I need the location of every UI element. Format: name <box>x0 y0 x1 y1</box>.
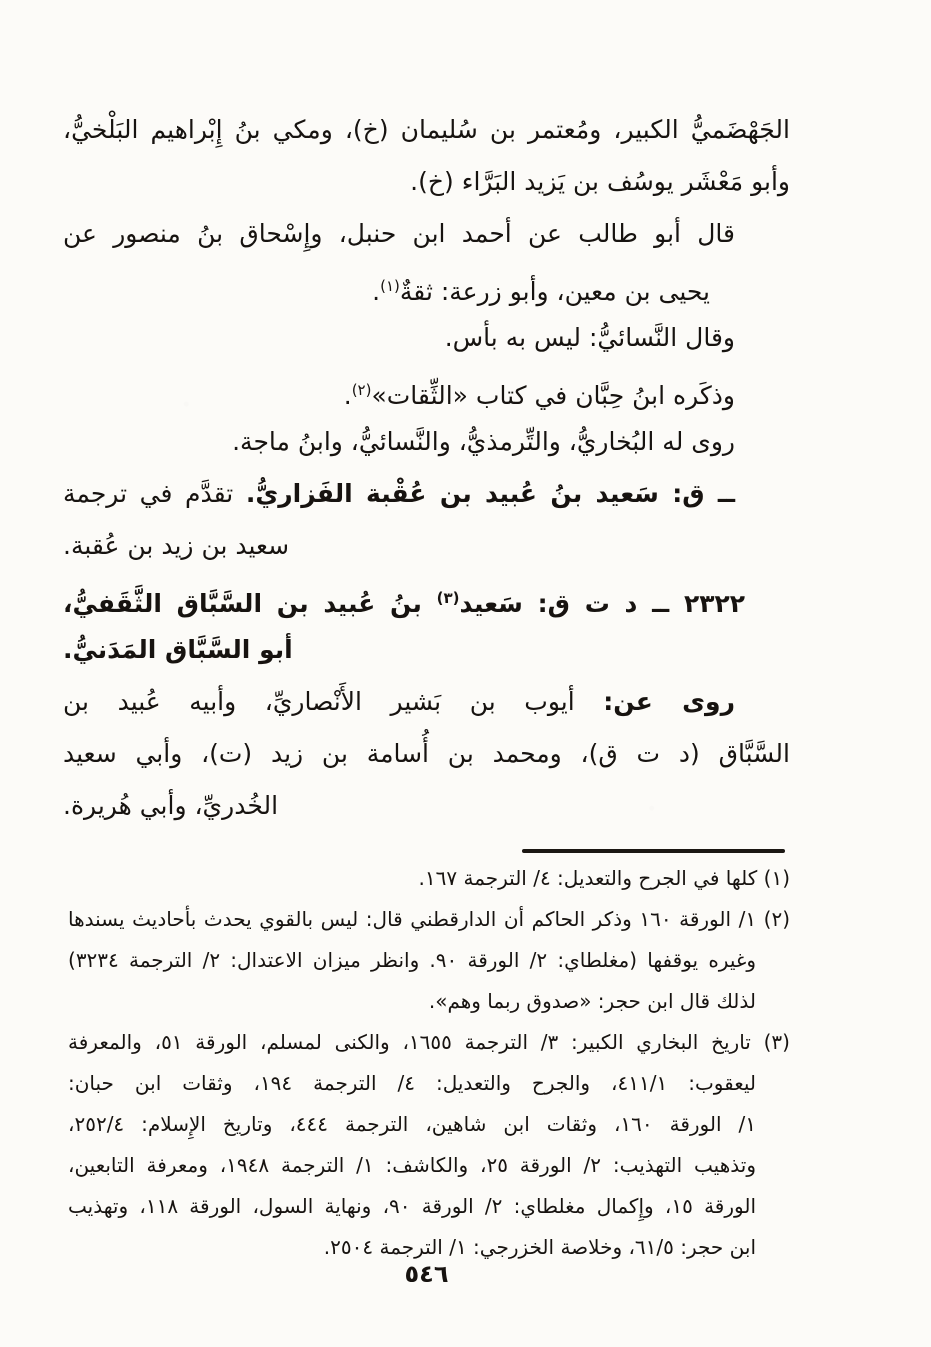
footnote-line footnote-3: الورقة ١٥، وإِكمال مغلطاي: ٢/ الورقة ٩٠، ونهاية السول، الورقة ١١٨، وتهذيب <box>68 1194 756 1218</box>
footnote-line footnote-2: وغيره يوقفها (مغلطاي: ٢/ الورقة ٩٠. وانظر ميزان الاعتدال: ٢/ الترجمة ٣٢٣٤) <box>68 948 756 972</box>
footnote-line footnote-3: وتذهيب التهذيب: ٢/ الورقة ٢٥، والكاشف: ١/ الترجمة ١٩٤٨، ومعرفة التابعين، <box>68 1153 756 1177</box>
entry-name: بنُ عُبيد بن السَّبَّاق الثَّقَفيُّ، <box>63 589 422 618</box>
footnote-ref-1: (١) <box>380 277 400 295</box>
main-text-line: وقال النَّسائيُّ: ليس به بأس. <box>444 323 735 352</box>
main-text-line: سعيد بن زيد بن عُقبة. <box>63 531 290 560</box>
main-text-line: روى له البُخاريُّ، والتِّرمذيُّ، والنَّسائيُّ، وابنُ ماجة. <box>232 427 735 456</box>
main-text-line entry-line: أبو السَّبَّاق المَدَنيُّ. <box>63 635 293 664</box>
main-text-line: السَّبَّاق (د ت ق)، ومحمد بن أُسامة بن زيد (ت)، وأبي سعيد <box>63 739 790 768</box>
main-text-block <box>63 104 790 832</box>
footnote-line footnote-3: ابن حجر: ٦١/٥، وخلاصة الخزرجي: ١/ الترجمة ٢٥٠٤. <box>323 1235 756 1259</box>
main-text-line: الخُدريِّ، وأبي هُريرة. <box>63 791 279 820</box>
entry-name: ــ ق: سَعيد بنُ عُبيد بن عُقْبة الفَزاريُّ. <box>245 479 736 508</box>
main-text-line: الجَهْضَميُّ الكبير، ومُعتمر بن سُليمان (خ)، ومكي بنُ إِبْراهيم البَلْخيُّ، <box>63 115 790 144</box>
lead-in-label: روى عن: <box>603 687 735 716</box>
footnote-line footnote-2: (٢) ١/ الورقة ١٦٠ وذكر الحاكم أن الدارقطني قال: ليس بالقوي يحدث بأحاديث يسندها <box>68 907 790 931</box>
line-text: تقدَّم في ترجمة <box>63 479 234 508</box>
main-text-line: قال أبو طالب عن أحمد ابن حنبل، وإِسْحاق بنُ منصور عن <box>63 219 735 248</box>
main-text-line <box>63 260 790 312</box>
line-text: يحيى بن معين، وأبو زرعة: ثقةٌ <box>399 277 710 306</box>
footnote-line footnote-3: ليعقوب: ٤١١/١، والجرح والتعديل: ٤/ الترجمة ١٩٤، وثقات ابن حبان: <box>68 1071 757 1095</box>
footnote-line footnote-1: (١) كلها في الجرح والتعديل: ٤/ الترجمة ١٦٧. <box>418 866 790 890</box>
footnotes-block <box>68 858 790 1268</box>
main-text-line entry-line <box>63 468 790 520</box>
line-text: وذكَره ابنُ حِبَّان في كتاب «الثِّقات» <box>371 381 735 410</box>
main-text-line entry-line <box>63 572 790 624</box>
line-text: . <box>372 277 381 306</box>
footnote-ref-3: (٣) <box>436 589 460 607</box>
page-number: ٥٤٦ <box>404 1260 449 1288</box>
line-text: . <box>343 381 352 410</box>
footnote-line footnote-2: لذلك قال ابن حجر: «صدوق ربما وهم». <box>428 989 756 1013</box>
main-text-line: وأبو مَعْشَر يوسُف بن يَزيد البَرَّاء (خ). <box>410 167 790 196</box>
footnote-ref-2: (٢) <box>351 381 372 399</box>
main-text-line <box>63 676 790 728</box>
line-text: أيوب بن بَشير الأَنْصاريِّ، وأبيه عُبيد بن <box>63 687 575 716</box>
footnote-separator-rule <box>522 849 785 853</box>
footnote-line footnote-3: ١/ الورقة ١٦٠، وثقات ابن شاهين، الترجمة ٤٤٤، وتاريخ الإِسلام: ٢٥٢/٤، <box>68 1112 756 1136</box>
footnote-line footnote-3: (٣) تاريخ البخاري الكبير: ٣/ الترجمة ١٦٥٥، والكنى لمسلم، الورقة ٥١، والمعرفة <box>68 1030 790 1054</box>
entry-number-and-sigla: ٢٣٢٢ ــ د ت ق: سَعيد <box>459 589 745 618</box>
main-text-line <box>63 364 790 416</box>
